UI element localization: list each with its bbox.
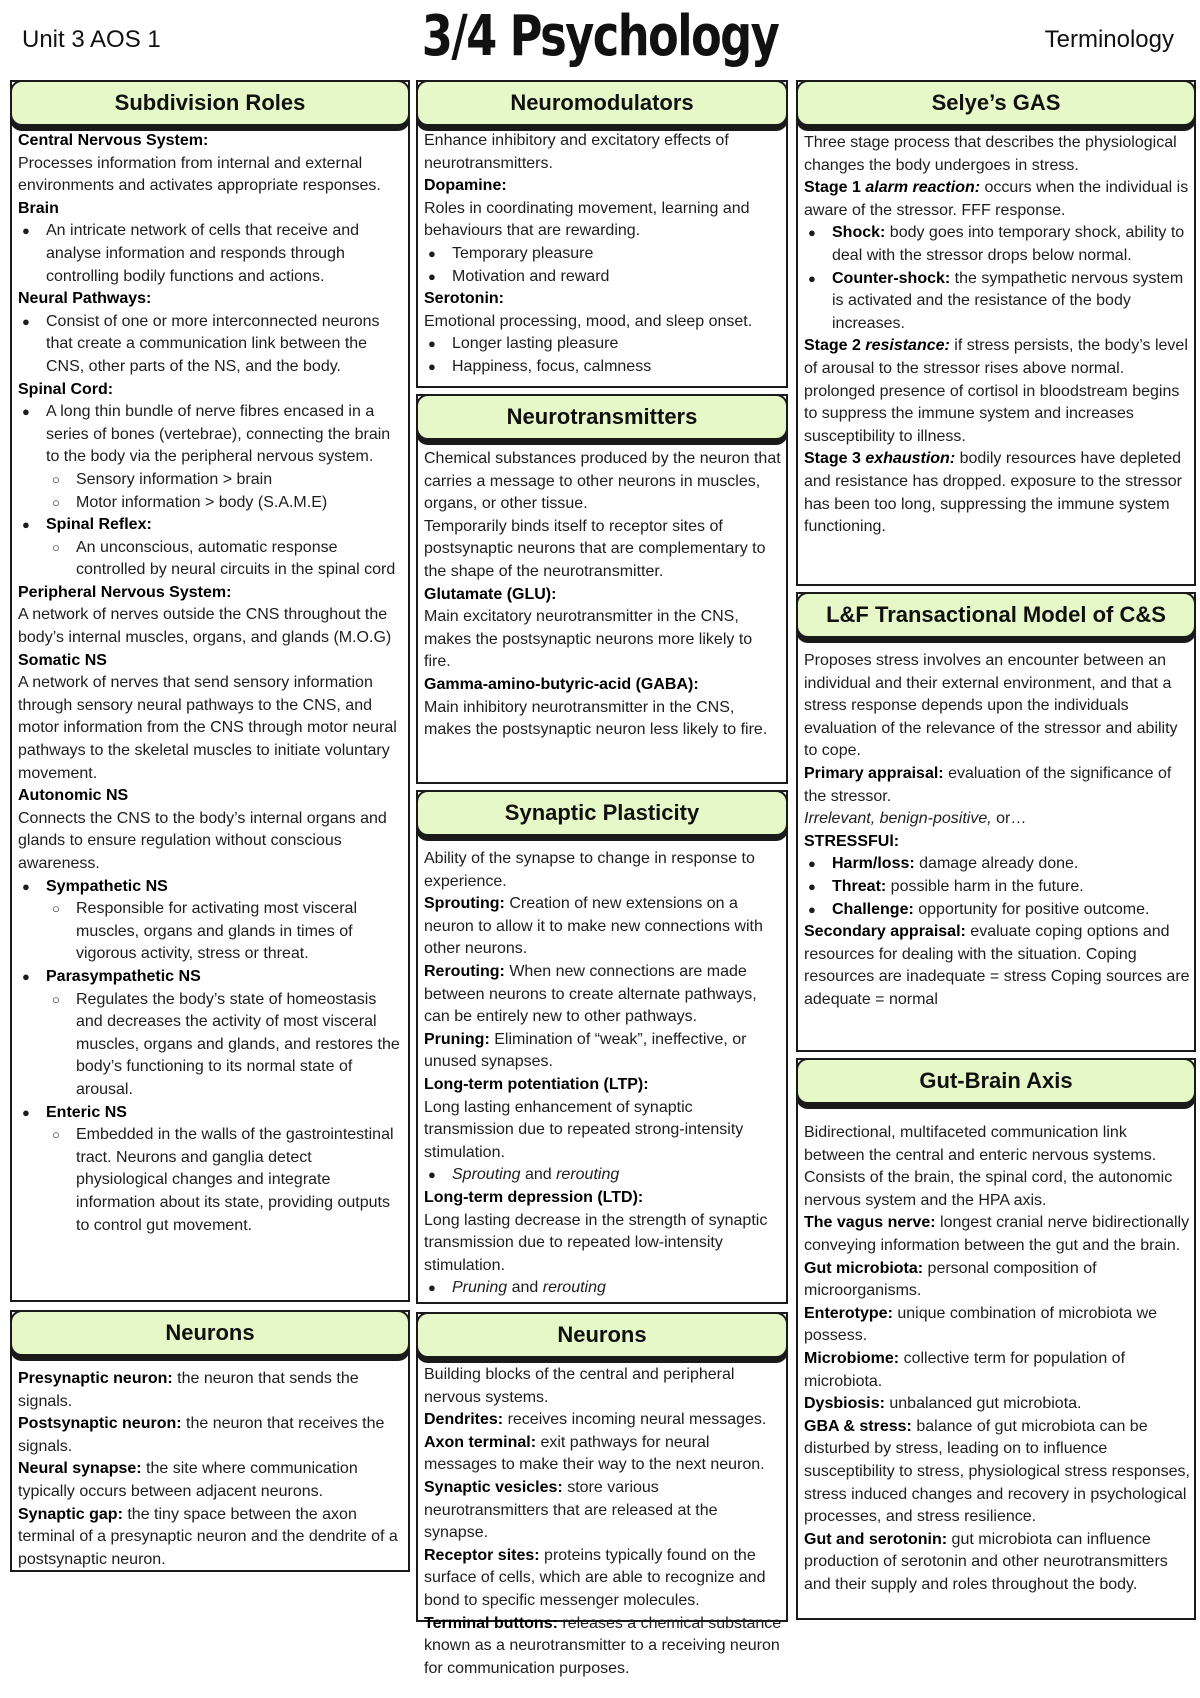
definition: evaluation of the significance of the stressor. bbox=[804, 764, 1172, 805]
term: Central Nervous System: bbox=[18, 132, 209, 149]
text: or… bbox=[991, 810, 1027, 828]
lf-model-panel bbox=[796, 592, 1196, 1052]
definition: store various neurotransmitters that are released at the synapse. bbox=[424, 1478, 718, 1542]
gut-brain-axis-panel bbox=[796, 1058, 1196, 1620]
term: Terminal buttons: bbox=[424, 1614, 558, 1632]
definition: collective term for population of microbiota. bbox=[804, 1349, 1126, 1390]
section-label: Terminology bbox=[1044, 26, 1174, 53]
term: Microbiome: bbox=[804, 1349, 900, 1367]
unit-label: Unit 3 AOS 1 bbox=[22, 26, 161, 53]
text: Ability of the synapse to change in response to experience. bbox=[424, 850, 755, 890]
definition: unique combination of microbiota we possess. bbox=[804, 1304, 1158, 1345]
panel-body bbox=[424, 130, 782, 382]
panel-body bbox=[804, 650, 1190, 1046]
list-item: ● Threat: possible harm in the future. bbox=[832, 876, 1190, 899]
list-item: Enteric NS bbox=[46, 1103, 127, 1121]
text: Bidirectional, multifaceted communication link between the central and enteric nervous systems. Consists of the brain, the spinal cord, the autonomic nervous system and the HPA axis. bbox=[804, 1124, 1173, 1209]
term: Gamma-amino-butyric-acid (GABA): bbox=[424, 675, 699, 693]
text: Temporarily binds itself to receptor sites of postsynaptic neurons that are complementary to the shape of the neurotransmitter. bbox=[424, 517, 766, 580]
definition: the neuron that receives the signals. bbox=[18, 1415, 385, 1455]
list-item: ● Motivation and reward bbox=[452, 266, 782, 289]
term: GBA & stress: bbox=[804, 1417, 912, 1435]
text: Roles in coordinating movement, learning and behaviours that are rewarding. bbox=[424, 199, 750, 240]
term: Serotonin: bbox=[424, 290, 504, 308]
term: Somatic NS bbox=[18, 651, 107, 669]
term: The vagus nerve: bbox=[804, 1214, 936, 1232]
term: Gut and serotonin: bbox=[804, 1530, 948, 1548]
text: Main excitatory neurotransmitter in the CNS, makes the postsynaptic neurons more likely to fire. bbox=[424, 608, 753, 671]
term: Pruning: bbox=[424, 1030, 490, 1048]
term: Dysbiosis: bbox=[804, 1395, 885, 1413]
list-item: Sympathetic NS bbox=[46, 877, 168, 895]
text: Enhance inhibitory and excitatory effects of neurotransmitters. bbox=[424, 132, 729, 172]
sub-list-item: ○ Regulates the body’s state of homeostasis and decreases the activity of most visceral muscles, organs and glands, and restores the body’s functioning to its normal state of arousal. bbox=[76, 989, 404, 1102]
definition: evaluate coping options and resources for dealing with the situation. Coping resources are inadequate = stress Coping sources are adequate = normal bbox=[804, 923, 1190, 1008]
list-item: ● An intricate network of cells that receive and analyse information and responds through controlling bodily functions and actions. bbox=[46, 220, 404, 288]
term: Rerouting: bbox=[424, 962, 505, 980]
neurons-panel-middle bbox=[416, 1312, 788, 1677]
panel-title: Neuromodulators bbox=[416, 80, 788, 126]
definition: Elimination of “weak”, ineffective, or unused synapses. bbox=[424, 1030, 747, 1071]
panel-body bbox=[424, 848, 782, 1298]
list-item: Parasympathetic NS bbox=[46, 967, 201, 985]
italic-text: Irrelevant, benign-positive, bbox=[804, 810, 992, 828]
text: A network of nerves that send sensory information through sensory neural pathways to the CNS, and motor information from the CNS through motor neural pathways to the skeletal muscles to initiate voluntary movement. bbox=[18, 674, 397, 782]
page-header bbox=[0, 0, 1200, 82]
definition: exit pathways for neural messages to make their way to the next neuron. bbox=[424, 1433, 765, 1474]
term: Receptor sites: bbox=[424, 1546, 540, 1564]
definition: gut microbiota can influence production of serotonin and other neurotransmitters and their supply and roles throughout the body. bbox=[804, 1530, 1168, 1593]
term-italic: resistance: bbox=[865, 337, 950, 355]
term: Spinal Cord: bbox=[18, 380, 114, 398]
panel-title: Subdivision Roles bbox=[10, 80, 410, 126]
term: Gut microbiota: bbox=[804, 1259, 924, 1277]
list-item: ● A long thin bundle of nerve fibres encased in a series of bones (vertebrae), connecting the brain to the body via the peripheral nervous system. bbox=[46, 401, 404, 469]
panel-body bbox=[804, 1122, 1190, 1614]
panel-title: L&F Transactional Model of C&S bbox=[796, 592, 1196, 638]
term: Peripheral Nervous System: bbox=[18, 583, 232, 601]
term: Dendrites: bbox=[424, 1411, 504, 1429]
term: Synaptic vesicles: bbox=[424, 1478, 563, 1496]
term: Long-term potentiation (LTP): bbox=[424, 1075, 649, 1093]
panel-body bbox=[804, 132, 1190, 580]
term: Stage 1 bbox=[804, 179, 866, 197]
list-item: ● Consist of one or more interconnected neurons that create a communication link between the CNS, other parts of the NS, and the body. bbox=[46, 311, 404, 379]
text: A network of nerves outside the CNS throughout the body’s internal muscles, organs, and glands (M.O.G) bbox=[18, 606, 392, 647]
definition: balance of gut microbiota can be disturbed by stress, leading on to influence susceptibility to stress, physiological stress responses, stress induced changes and recovery in psychological processes, and stress resilience. bbox=[804, 1417, 1190, 1526]
definition: personal composition of microorganisms. bbox=[804, 1259, 1097, 1300]
panel-title: Gut-Brain Axis bbox=[796, 1058, 1196, 1104]
term: Dopamine: bbox=[424, 177, 507, 195]
sub-list-item: ○ Sensory information > brain bbox=[76, 469, 404, 492]
text: Long lasting enhancement of synaptic transmission due to repeated strong-intensity stimulation. bbox=[424, 1098, 744, 1161]
list-item: ● Counter-shock: the sympathetic nervous system is activated and the resistance of the body increases. bbox=[832, 268, 1190, 336]
text: Processes information from internal and external environments and activates appropriate responses. bbox=[18, 154, 381, 195]
term: Synaptic gap: bbox=[18, 1505, 123, 1523]
list-item: ● Sprouting and rerouting bbox=[452, 1164, 782, 1187]
term: Neural synapse: bbox=[18, 1460, 142, 1478]
definition: the site where communication typically occurs between adjacent neurons. bbox=[18, 1460, 358, 1500]
sub-list-item: ○ Embedded in the walls of the gastrointestinal tract. Neurons and ganglia detect physiological changes and integrate information about its state, providing outputs to control gut movement. bbox=[76, 1124, 404, 1237]
term-italic: alarm reaction: bbox=[865, 179, 981, 197]
term: Primary appraisal: bbox=[804, 764, 944, 782]
list-item: ● Longer lasting pleasure bbox=[452, 333, 782, 356]
definition: receives incoming neural messages. bbox=[503, 1411, 767, 1429]
definition: releases a chemical substance known as a neurotransmitter to a receiving neuron for communication purposes. bbox=[424, 1614, 782, 1677]
term: Sprouting: bbox=[424, 895, 505, 913]
list-item: ● Harm/loss: damage already done. bbox=[832, 853, 1190, 876]
panel-title: Synaptic Plasticity bbox=[416, 790, 788, 836]
term: Neural Pathways: bbox=[18, 290, 152, 308]
definition: proteins typically found on the surface of cells, which are able to recognize and bond to specific messenger molecules. bbox=[424, 1546, 766, 1609]
text: Chemical substances produced by the neuron that carries a message to other neurons in muscles, organs, or other tissue. bbox=[424, 450, 781, 513]
definition: bodily resources have depleted and resistance has dropped. exposure to the stressor has been too long, suppressing the immune system functioning. bbox=[804, 450, 1182, 536]
term: Glutamate (GLU): bbox=[424, 585, 557, 603]
sub-list-item: ○ An unconscious, automatic response controlled by neural circuits in the spinal cord bbox=[76, 537, 404, 582]
panel-body bbox=[424, 1364, 782, 1677]
definition: the tiny space between the axon terminal of a presynaptic neuron and the dendrite of a postsynaptic neuron. bbox=[18, 1505, 398, 1568]
definition: Creation of new extensions on a neuron to allow it to make new connections with other neurons. bbox=[424, 895, 763, 958]
term: Presynaptic neuron: bbox=[18, 1370, 173, 1387]
selye-gas-panel bbox=[796, 80, 1196, 586]
list-item: ● Temporary pleasure bbox=[452, 243, 782, 266]
term: Stage 2 bbox=[804, 337, 866, 355]
list-item: ● Happiness, focus, calmness bbox=[452, 356, 782, 379]
definition: if stress persists, the body’s level of arousal to the stressor rises above normal. prolonged presence of cortisol in bloodstream begins to suppress the immune system and increases susceptibility to illness. bbox=[804, 337, 1188, 445]
panel-body bbox=[18, 1368, 404, 1566]
text: Connects the CNS to the body’s internal organs and glands to ensure regulation without conscious awareness. bbox=[18, 809, 387, 872]
term: Axon terminal: bbox=[424, 1433, 537, 1451]
neurons-panel-left bbox=[10, 1310, 410, 1572]
definition: the neuron that sends the signals. bbox=[18, 1370, 359, 1410]
text: Proposes stress involves an encounter between an individual and their external environment, and that a stress response depends upon the individuals evaluation of the relevance of the stressor and ability to cope. bbox=[804, 652, 1178, 760]
term: Enterotype: bbox=[804, 1304, 893, 1322]
subdivision-roles-panel bbox=[10, 80, 410, 1302]
text: Three stage process that describes the physiological changes the body undergoes in stress. bbox=[804, 134, 1177, 174]
definition: When new connections are made between neurons to create alternate pathways, can be entirely new to other pathways. bbox=[424, 962, 757, 1026]
sub-list-item: ○ Motor information > body (S.A.M.E) bbox=[76, 492, 404, 515]
panel-title: Neurotransmitters bbox=[416, 394, 788, 440]
synaptic-plasticity-panel bbox=[416, 790, 788, 1304]
term-italic: exhaustion: bbox=[865, 450, 956, 468]
definition: longest cranial nerve bidirectionally conveying information between the gut and the brain. bbox=[804, 1214, 1190, 1254]
sub-list-item: ○ Responsible for activating most visceral muscles, organs and glands in times of vigorous activity, stress or threat. bbox=[76, 898, 404, 966]
panel-title: Neurons bbox=[10, 1310, 410, 1356]
page-title: 3/4 Psychology bbox=[421, 4, 779, 69]
panel-title: Selye’s GAS bbox=[796, 80, 1196, 126]
term: Secondary appraisal: bbox=[804, 923, 966, 941]
definition: unbalanced gut microbiota. bbox=[884, 1395, 1082, 1413]
list-item: ● Challenge: opportunity for positive outcome. bbox=[832, 899, 1190, 922]
term: Autonomic NS bbox=[18, 787, 129, 805]
panel-title: Neurons bbox=[416, 1312, 788, 1358]
text: Main inhibitory neurotransmitter in the CNS, makes the postsynaptic neuron less likely to fire. bbox=[424, 698, 768, 739]
panel-body bbox=[424, 448, 782, 778]
text: Emotional processing, mood, and sleep onset. bbox=[424, 312, 753, 330]
term: STRESSFUl: bbox=[804, 832, 900, 850]
term: Postsynaptic neuron: bbox=[18, 1415, 182, 1433]
text: Building blocks of the central and peripheral nervous systems. bbox=[424, 1366, 735, 1406]
neuromodulators-panel bbox=[416, 80, 788, 388]
term: Brain bbox=[18, 199, 59, 217]
definition: occurs when the individual is aware of the stressor. FFF response. bbox=[804, 179, 1189, 219]
list-item: Spinal Reflex: bbox=[46, 516, 152, 534]
term: Stage 3 bbox=[804, 450, 866, 468]
list-item: ● Pruning and rerouting bbox=[452, 1277, 782, 1300]
list-item: ● Shock: body goes into temporary shock, ability to deal with the stressor drops below normal. bbox=[832, 222, 1190, 267]
text: Long lasting decrease in the strength of synaptic transmission due to repeated low-intensity stimulation. bbox=[424, 1211, 768, 1274]
panel-body bbox=[18, 130, 404, 1296]
neurotransmitters-panel bbox=[416, 394, 788, 784]
term: Long-term depression (LTD): bbox=[424, 1188, 644, 1206]
